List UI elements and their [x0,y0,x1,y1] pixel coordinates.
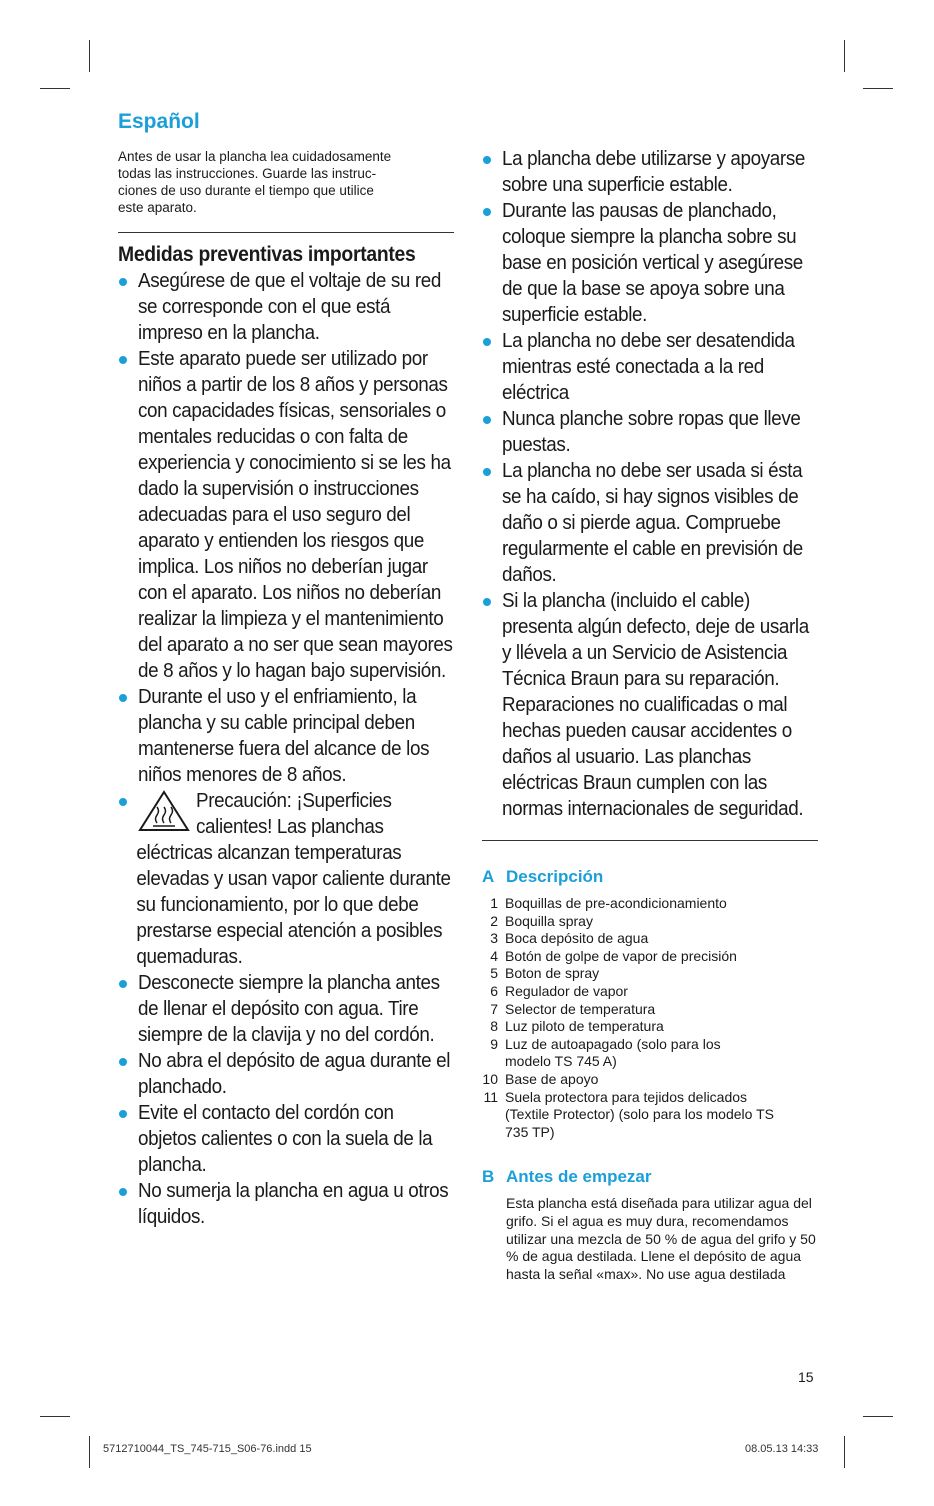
warning-text: eléctricas alcanzan temperaturas elevadas y usan vapor caliente durante su funcionamiento, por lo que debe prestarse especial atención a posibles quemaduras. [136,841,451,968]
section-b-text: Esta plancha está diseñada para utilizar agua del grifo. Si el agua es muy dura, recomendamos utilizar una mezcla de 50 % de agua del grifo y 50 % de agua destilada. Llene el depósito de agua hasta la señal «max». No use agua destilada [506,1195,816,1282]
safety-list-left [118,268,454,1230]
intro-line: todas las instrucciones. Guarde las instruc- [118,166,377,181]
list-item: 11 Suela protectora para tejidos delicados (Textile Protector) (solo para los modelo TS 735 TP) [483,1088,774,1140]
list-item: 5 Boton de spray [490,965,600,982]
list-item: Asegúrese de que el voltaje de su red se corresponde con el que está impreso en la plancha. [118,268,454,346]
list-item: La plancha debe utilizarse y apoyarse sobre una superficie estable. [482,146,818,198]
list-item: 4 Botón de golpe de vapor de precisión [490,947,737,964]
section-letter: A [482,867,495,886]
safety-heading: Medidas preventivas importantes [118,243,416,266]
bullet-icon [483,156,491,164]
section-letter: B [482,1167,495,1187]
intro-line: Antes de usar la plancha lea cuidadosamente [118,149,392,164]
crop-mark [863,1416,893,1417]
bullet-icon [119,694,127,702]
crop-mark [89,1436,90,1468]
list-item: Nunca planche sobre ropas que lleve puestas. [482,406,818,458]
section-a-heading [482,867,818,887]
left-column [118,110,454,1230]
bullet-icon [119,356,127,364]
hot-surface-warning-icon [138,790,190,832]
bullet-icon [483,598,491,606]
list-item: 1 Boquillas de pre-acondicionamiento [490,895,727,911]
bullet-icon [483,468,491,476]
list-item: 2 Boquilla spray [490,912,593,929]
section-title: Antes de empezar [506,1167,652,1187]
list-item: 9 Luz de autoapagado (solo para los modelo TS 745 A) [490,1035,721,1070]
crop-mark [844,1436,845,1468]
list-item: La plancha no debe ser usada si ésta se ha caído, si hay signos visibles de daño o si pierde agua. Compruebe regularmente el cable en previsión de daños. [482,458,818,588]
list-item: 3 Boca depósito de agua [490,930,649,947]
right-column [482,146,818,1283]
safety-list-right [482,146,818,822]
intro-text [118,148,454,216]
intro-line: ciones de uso durante el tiempo que utilice [118,183,374,198]
crop-mark [863,88,893,89]
bullet-icon [483,338,491,346]
list-item: Durante el uso y el enfriamiento, la plancha y su cable principal deben mantenerse fuera del alcance de los niños menores de 8 años. [118,684,454,788]
bullet-icon [119,798,127,806]
crop-mark [844,40,845,72]
list-item: 7 Selector de temperatura [490,1000,656,1017]
section-title: Descripción [506,867,604,886]
list-item-warning [118,788,454,970]
list-item: 10 Base de apoyo [482,1070,599,1087]
list-item: Evite el contacto del cordón con objetos calientes o con la suela de la plancha. [118,1100,454,1178]
bullet-icon [119,980,127,988]
page-number: 15 [798,1369,814,1385]
bullet-icon [119,278,127,286]
bullet-icon [119,1058,127,1066]
list-item: 8 Luz piloto de temperatura [490,1018,664,1035]
list-item: 6 Regulador de vapor [490,982,628,999]
footer-date: 08.05.13 14:33 [745,1443,819,1455]
list-item: Durante las pausas de planchado, coloque siempre la plancha sobre su base en posición vertical y asegúrese de que la base se apoya sobre una superficie estable. [482,198,818,328]
parts-list [482,895,818,1141]
section-b-heading [482,1167,818,1187]
crop-mark [40,88,70,89]
warning-line: Precaución: ¡Superficies [196,789,392,812]
bullet-icon [119,1110,127,1118]
list-item: La plancha no debe ser desatendida mientras esté conectada a la red eléctrica [482,328,818,406]
list-item: Si la plancha (incluido el cable) presenta algún defecto, deje de usarla y llévela a un Servicio de Asistencia Técnica Braun para su reparación. Reparaciones no cualificadas o mal hechas pueden causar accidentes o daños al usuario. Las planchas eléctricas Braun cumplen con las normas internacionales de seguridad. [482,588,818,822]
bullet-icon [483,208,491,216]
crop-mark [89,40,90,72]
list-item: No sumerja la plancha en agua u otros líquidos. [118,1178,454,1230]
intro-line: este aparato. [118,200,197,215]
divider [118,232,454,233]
bullet-icon [483,416,491,424]
crop-mark [40,1416,70,1417]
bullet-icon [119,1188,127,1196]
list-item: No abra el depósito de agua durante el planchado. [118,1048,454,1100]
warning-line: calientes! Las planchas [196,815,384,838]
list-item: Desconecte siempre la plancha antes de llenar el depósito con agua. Tire siempre de la clavija y no del cordón. [118,970,454,1048]
footer-filename: 5712710044_TS_745-715_S06-76.indd 15 [103,1443,312,1455]
divider [482,840,818,841]
page-title: Español [118,110,200,133]
list-item: Este aparato puede ser utilizado por niños a partir de los 8 años y personas con capacidades físicas, sensoriales o mentales reducidas o con falta de experiencia y conocimiento si se les ha dado la supervisión o instrucciones adecuadas para el uso seguro del aparato y entienden los riesgos que implica. Los niños no deberían jugar con el aparato. Los niños no deberían realizar la limpieza y el mantenimiento del aparato a no ser que sean mayores de 8 años y lo hagan bajo supervisión. [118,346,454,684]
